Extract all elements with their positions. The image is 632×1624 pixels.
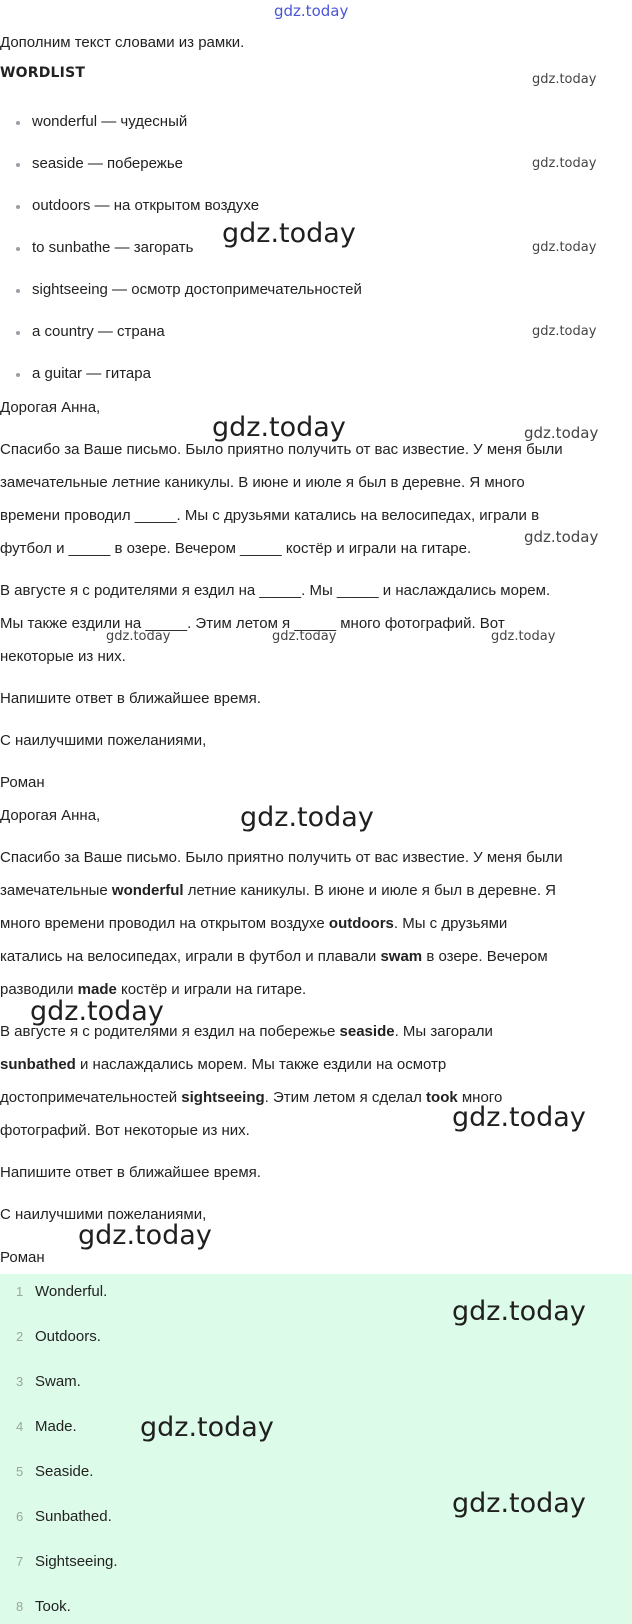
letter-filled-line: достопримечательностей sightseeing. Этим летом я сделал took много [0, 1089, 503, 1106]
list-item: seaside — побережье [0, 154, 362, 196]
watermark: gdz.today [532, 156, 597, 171]
letter-blank-line: В августе я с родителями я ездил на _____. Мы _____ и наслаждались морем. [0, 582, 551, 599]
watermark: gdz.today [524, 424, 599, 442]
letter-blank-line: футбол и _____ в озере. Вечером _____ костёр и играли на гитаре. [0, 540, 472, 557]
letter-filled-greeting: Дорогая Анна, [0, 807, 101, 824]
wordlist [0, 112, 362, 406]
letter-filled-line: замечательные wonderful летние каникулы. В июне и июле я был в деревне. Я [0, 882, 557, 899]
letter-filled-closing: Напишите ответ в ближайшее время. [0, 1164, 261, 1181]
letter-blank-line: Спасибо за Ваше письмо. Было приятно получить от вас известие. У меня были [0, 441, 563, 458]
answer-word: swam [380, 948, 423, 965]
bullet-icon [16, 373, 20, 377]
watermark: gdz.today [240, 802, 374, 833]
bullet-icon [16, 331, 20, 335]
letter-filled-line: катались на велосипедах, играли в футбол и плавали swam в озере. Вечером [0, 948, 548, 965]
list-item: outdoors — на открытом воздухе [0, 196, 362, 238]
watermark: gdz.today [452, 1488, 586, 1519]
watermark: gdz.today [106, 629, 171, 644]
letter-filled-line: Спасибо за Ваше письмо. Было приятно получить от вас известие. У меня были [0, 849, 563, 866]
bullet-icon [16, 163, 20, 167]
list-item: a guitar — гитара [0, 364, 362, 406]
letter-blank-line: замечательные летние каникулы. В июне и июле я был в деревне. Я много [0, 474, 525, 491]
watermark: gdz.today [272, 629, 337, 644]
watermark: gdz.today [491, 629, 556, 644]
watermark: gdz.today [532, 240, 597, 255]
letter-blank-line: Мы также ездили на _____. Этим летом я _____ много фотографий. Вот [0, 615, 505, 632]
letter-filled-line: фотографий. Вот некоторые из них. [0, 1122, 250, 1139]
list-item: to sunbathe — загорать [0, 238, 362, 280]
list-item: a country — страна [0, 322, 362, 364]
list-item: wonderful — чудесный [0, 112, 362, 154]
letter-blank-greeting: Дорогая Анна, [0, 399, 101, 416]
answer-word: made [77, 981, 117, 998]
bullet-icon [16, 205, 20, 209]
wordlist-heading: WORDLIST [0, 65, 86, 81]
answer-word: took [426, 1089, 458, 1106]
letter-blank-closing: Напишите ответ в ближайшее время. [0, 690, 261, 707]
letter-filled-line: разводили made костёр и играли на гитаре. [0, 981, 307, 998]
watermark: gdz.today [532, 72, 597, 87]
letter-filled-signature: Роман [0, 1249, 45, 1266]
bullet-icon [16, 121, 20, 125]
answer-word: seaside [339, 1023, 395, 1040]
letter-blank-signature: Роман [0, 774, 45, 791]
instruction-text: Дополним текст словами из рамки. [0, 34, 245, 51]
watermark: gdz.today [78, 1220, 212, 1251]
list-item: sightseeing — осмотр достопримечательностей [0, 280, 362, 322]
letter-blank-closing: С наилучшими пожеланиями, [0, 732, 207, 749]
watermark: gdz.today [532, 324, 597, 339]
letter-blank-line: некоторые из них. [0, 648, 126, 665]
letter-blank-line: времени проводил _____. Мы с друзьями катались на велосипедах, играли в [0, 507, 540, 524]
watermark: gdz.today [222, 218, 356, 249]
watermark: gdz.today [452, 1102, 586, 1133]
answer-word: wonderful [111, 882, 184, 899]
bullet-icon [16, 247, 20, 251]
answers-panel: 1 Wonderful. 2 Outdoors. 3 Swam. 4 Made. 5 Seaside. 6 Sunbathed. 7 Sightseeing. 8 Took. [0, 1274, 632, 1624]
watermark: gdz.today [30, 996, 164, 1027]
answer-word: sunbathed [0, 1056, 76, 1073]
letter-filled-closing: С наилучшими пожеланиями, [0, 1206, 207, 1223]
watermark: gdz.today [452, 1296, 586, 1327]
letter-filled-line: sunbathed и наслаждались морем. Мы также ездили на осмотр [0, 1056, 447, 1073]
bullet-icon [16, 289, 20, 293]
watermark: gdz.today [212, 412, 346, 443]
watermark-top: gdz.today [274, 2, 349, 20]
letter-filled-line: много времени проводил на открытом воздухе outdoors. Мы с друзьями [0, 915, 508, 932]
watermark: gdz.today [524, 528, 599, 546]
answer-word: outdoors [328, 915, 394, 932]
answer-word: sightseeing [181, 1089, 265, 1106]
letter-filled-line: В августе я с родителями я ездил на побережье seaside. Мы загорали [0, 1023, 493, 1040]
watermark: gdz.today [140, 1412, 274, 1443]
